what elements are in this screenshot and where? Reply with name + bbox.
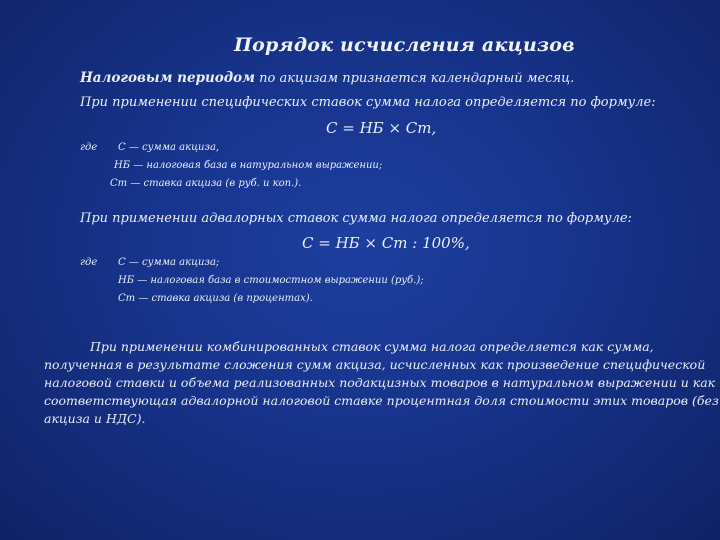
tax-period-text: по акцизам признается календарный месяц. — [259, 71, 575, 86]
where-label: где — [80, 142, 98, 153]
advalorem-def-item: Ст — ставка акциза (в процентах). — [118, 293, 313, 304]
specific-def-item: НБ — налоговая база в натуральном выражении; — [114, 160, 383, 171]
paragraph-line: соответствующая адвалорной налоговой ставке процентная доля стоимости этих товаров (без — [44, 393, 719, 408]
advalorem-def-item: С — сумма акциза; — [118, 257, 220, 268]
advalorem-def-item: НБ — налоговая база в стоимостном выражении (руб.); — [118, 275, 424, 286]
paragraph-line: При применении комбинированных ставок сумма налога определяется как сумма, — [90, 339, 654, 354]
specific-rate-formula: С = НБ × Ст, — [326, 119, 437, 137]
specific-def-item: С — сумма акциза, — [118, 142, 220, 153]
paragraph-line: полученная в результате сложения сумм акциза, исчисленных как произведение специфической — [44, 357, 706, 372]
tax-period-term: Налоговым периодом — [80, 70, 256, 86]
where-label: где — [80, 257, 98, 268]
slide-title: Порядок исчисления акцизов — [234, 34, 575, 56]
paragraph-line: акциза и НДС). — [44, 411, 146, 426]
specific-def-item: Ст — ставка акциза (в руб. и коп.). — [110, 178, 302, 189]
paragraph-line: налоговой ставки и объема реализованных подакцизных товаров в натуральном выражении и как — [44, 375, 716, 390]
tax-period-line — [80, 70, 574, 86]
advalorem-rate-formula: С = НБ × Ст : 100%, — [302, 234, 470, 252]
combined-rates-paragraph — [44, 338, 719, 428]
advalorem-rates-intro: При применении адвалорных ставок сумма налога определяется по формуле: — [80, 211, 632, 226]
specific-rates-intro: При применении специфических ставок сумма налога определяется по формуле: — [80, 95, 656, 110]
